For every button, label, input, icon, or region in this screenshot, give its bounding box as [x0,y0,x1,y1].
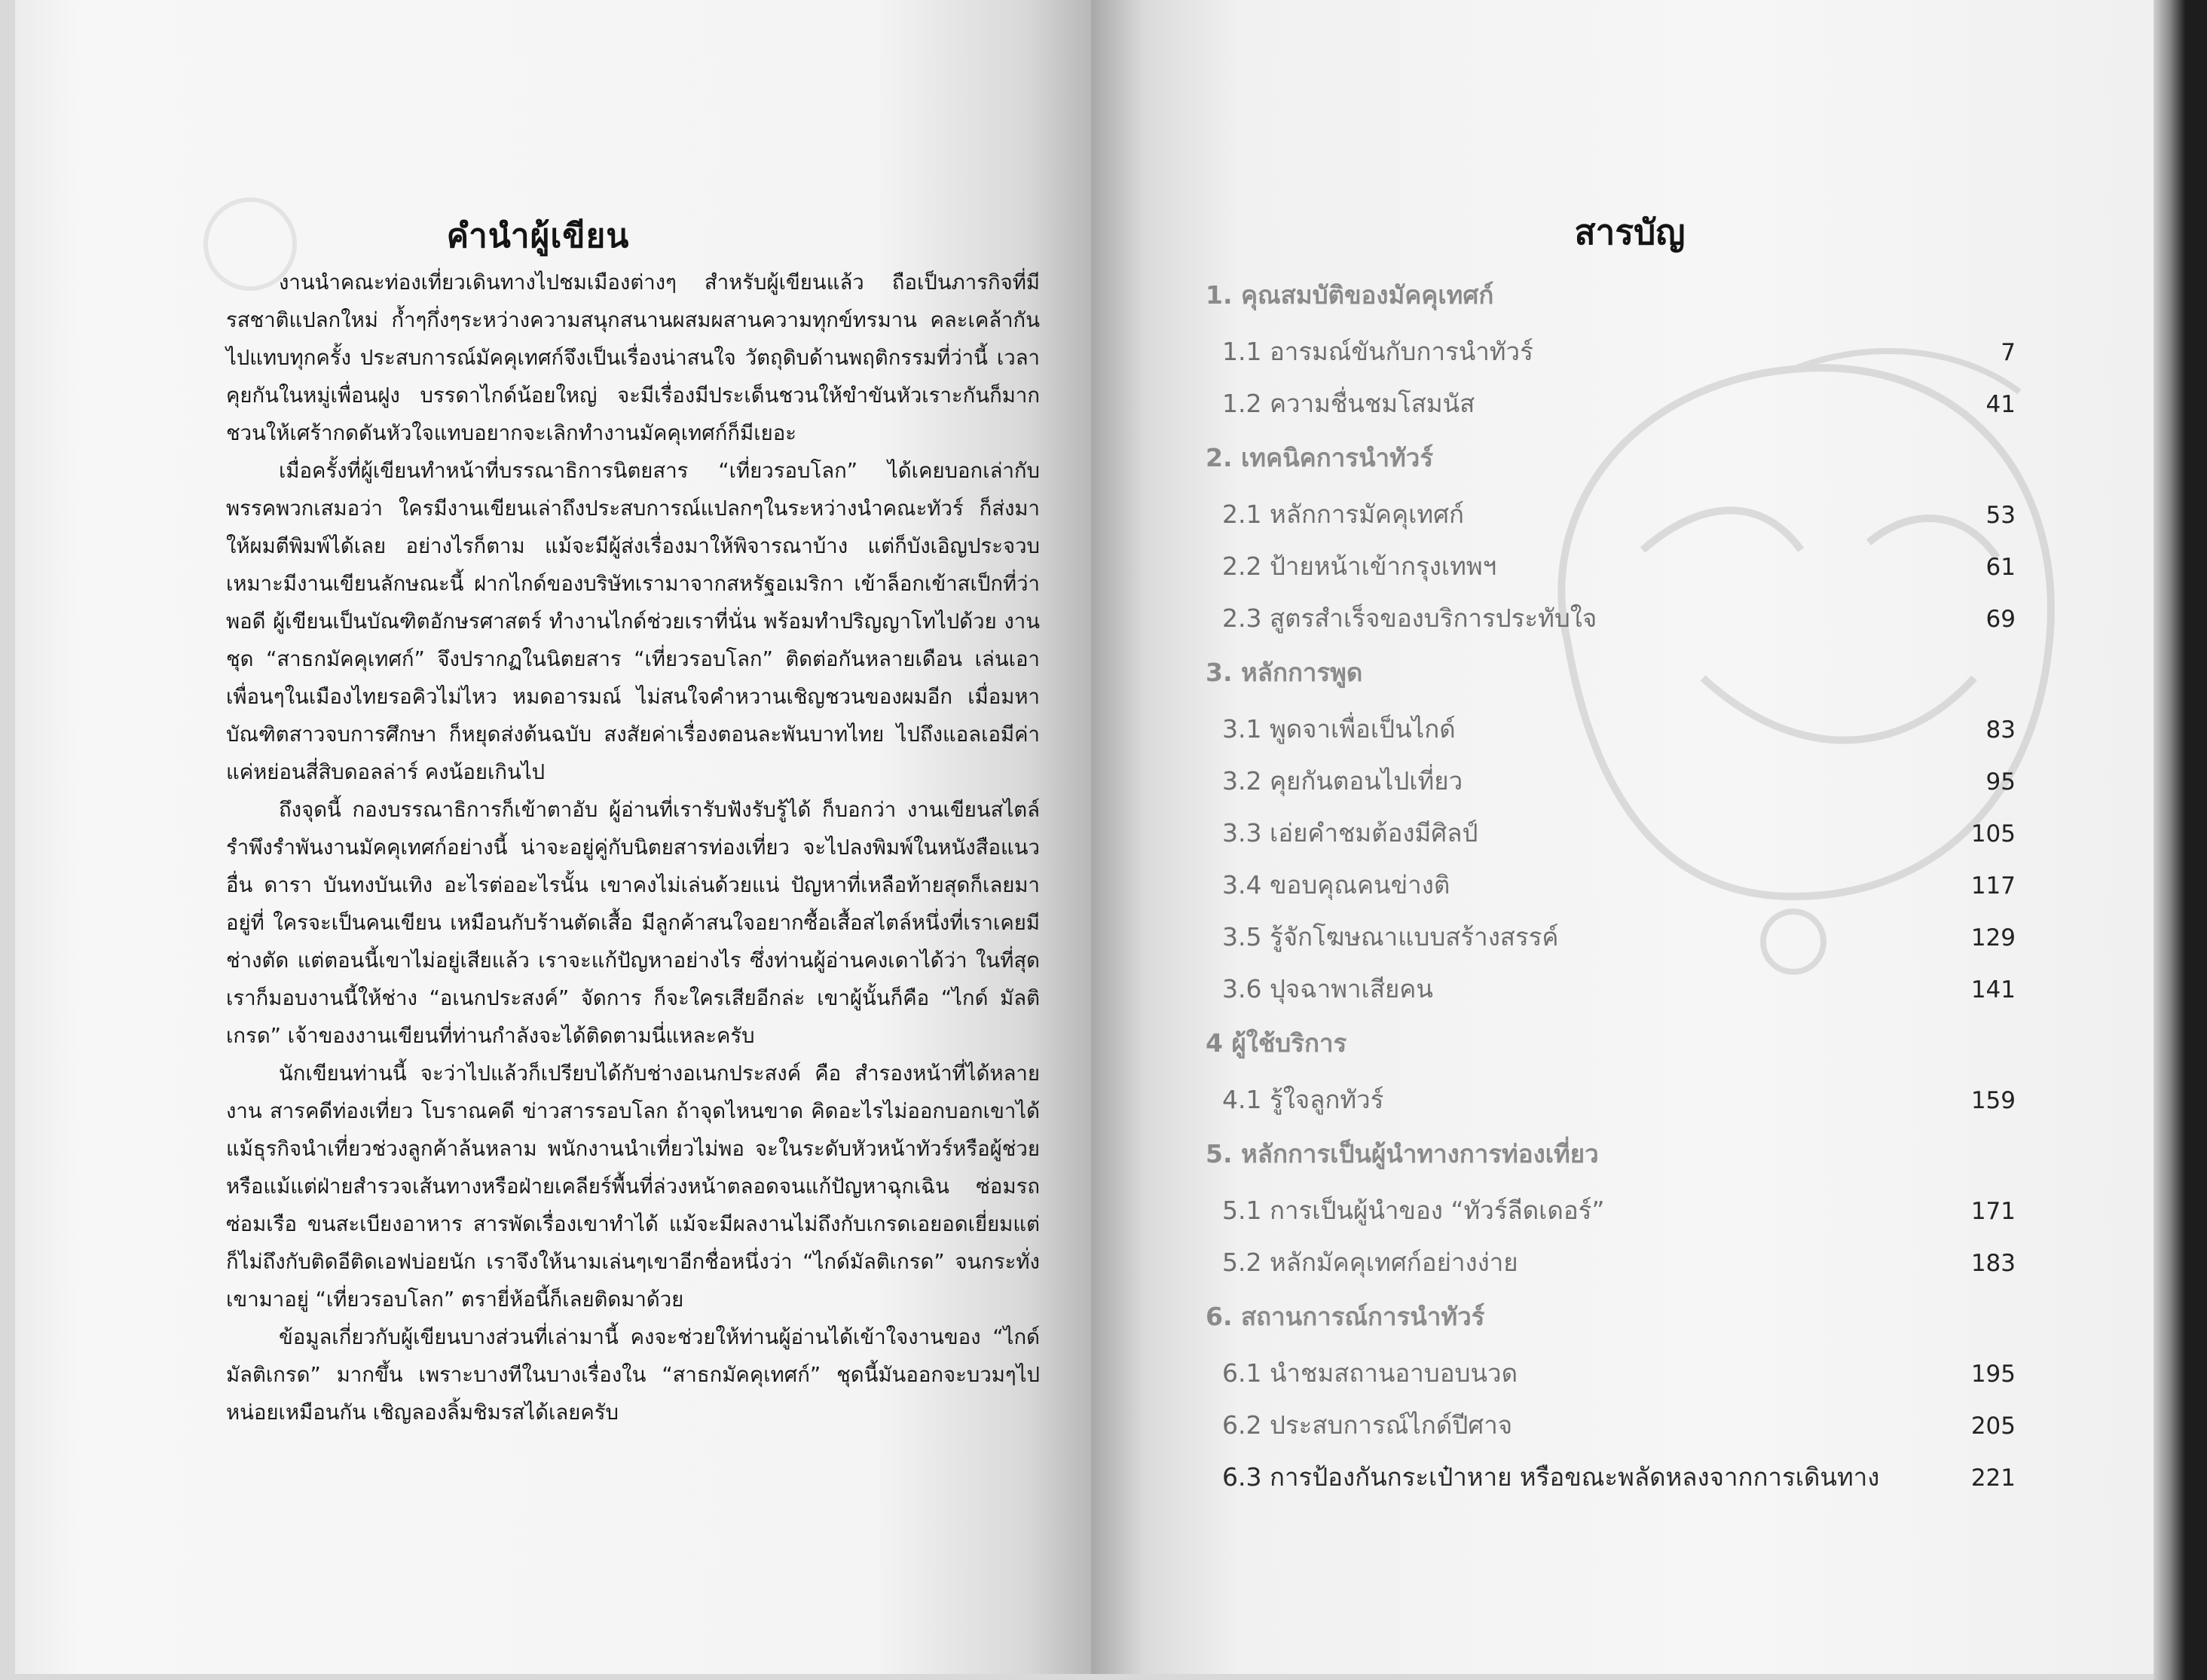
toc-entry[interactable] [1206,703,2016,755]
preface-paragraph-1: งานนำคณะท่องเที่ยวเดินทางไปชมเมืองต่างๆ สำหรับผู้เขียนแล้ว ถือเป็นภารกิจที่มีรสชาติแปลกใหม่ ก้ำๆกึ่งๆระหว่างความสนุกสนานผสมผสานความทุกข์ทรมาน คละเคล้ากันไปแทบทุกครั้ง ประสบการณ์มัคคุเทศก์จึงเป็นเรื่องน่าสนใจ วัตถุดิบด้านพฤติกรรมที่ว่านี้ เวลาคุยกันในหมู่เพื่อนฝูง บรรดาไกด์น้อยใหญ่ จะมีเรื่องมีประเด็นชวนให้ขำขันหัวเราะกันก็มาก ชวนให้เศร้ากดดันหัวใจแทบอยากจะเลิกทำงานมัคคุเทศก์ก็มีเยอะ [226,270,1040,445]
toc-entry[interactable] [1206,377,2016,429]
toc-entry-page: 205 [1970,1413,2016,1440]
toc-entry-page: 53 [1985,502,2016,529]
toc-entry-label: 3.6 ปุจฉาพาเสียคน [1222,974,1433,1003]
toc-entry-page: 159 [1970,1087,2016,1114]
toc-entry-page: 83 [1985,716,2016,744]
toc-entry-page: 141 [1970,976,2016,1003]
toc-section-heading: 2. เทคนิคการนำทัวร์ [1206,443,1434,472]
toc-section-heading: 3. หลักการพูด [1206,658,1363,687]
toc-entry-label: 1.1 อารมณ์ขันกับการนำทัวร์ [1222,337,1533,366]
toc-entry-page: 221 [1970,1465,2016,1492]
toc-entry[interactable] [1206,807,2016,859]
toc-entry[interactable] [1206,325,2016,377]
toc-entry[interactable] [1206,1236,2016,1288]
toc-section-5 [1206,1132,2016,1288]
page-edge [2154,0,2207,1680]
toc-entry-page: 117 [1970,872,2016,900]
toc-entry[interactable] [1206,540,2016,592]
toc-entry-label: 5.2 หลักมัคคุเทศก์อย่างง่าย [1222,1248,1518,1277]
toc-entry-page: 129 [1970,924,2016,951]
table-of-contents [1206,273,2016,1503]
toc-entry-label: 1.2 ความชื่นชมโสมนัส [1222,389,1475,418]
toc-section-1 [1206,273,2016,429]
preface-paragraph-2: เมื่อครั้งที่ผู้เขียนทำหน้าที่บรรณาธิการนิตยสาร “เที่ยวรอบโลก” ได้เคยบอกเล่ากับพรรคพวกเสมอว่า ใครมีงานเขียนเล่าถึงประสบการณ์แปลกๆในระหว่างนำคณะทัวร์ ก็ส่งมาให้ผมตีพิมพ์ได้เลย อย่างไรก็ตาม แม้จะมีผู้ส่งเรื่องมาให้พิจารณาบ้าง แต่ก็บังเอิญประจวบเหมาะมีงานเขียนลักษณะนี้ ฝากไกด์ของบริษัทเรามาจากสหรัฐอเมริกา เข้าล็อกเข้าสเป็กที่ว่าพอดี ผู้เขียนเป็นบัณฑิตอักษรศาสตร์ ทำงานไกด์ช่วยเราที่นั่น พร้อมทำปริญญาโทไปด้วย งานชุด “สาธกมัคคุเทศก์” จึงปรากฏในนิตยสาร “เที่ยวรอบโลก” ติดต่อกันหลายเดือน เล่นเอาเพื่อนๆในเมืองไทยรอคิวไม่ไหว หมดอารมณ์ ไม่สนใจคำหวานเชิญชวนของผมอีก เมื่อมหาบัณฑิตสาวจบการศึกษา ก็หยุดส่งต้นฉบับ สงสัยค่าเรื่องตอนละพันบาทไทย ไปถึงแอลเอมีค่าแค่หย่อนสี่สิบดอลล่าร์ คงน้อยเกินไป [226,459,1040,784]
toc-entry-page: 183 [1970,1250,2016,1277]
toc-entry[interactable] [1206,755,2016,807]
toc-entry[interactable] [1206,911,2016,963]
toc-entry-page: 171 [1970,1198,2016,1225]
toc-entry-page: 41 [1985,391,2016,418]
preface-title: คำนำผู้เขียน [446,217,630,255]
preface-body [226,264,1040,1431]
toc-section-heading: 6. สถานการณ์การนำทัวร์ [1206,1302,1485,1331]
toc-section-6 [1206,1294,2016,1503]
toc-entry-label: 2.1 หลักการมัคคุเทศก์ [1222,499,1465,529]
toc-entry[interactable] [1206,1399,2016,1451]
toc-section-heading: 5. หลักการเป็นผู้นำทางการท่องเที่ยว [1206,1139,1599,1168]
toc-entry-page: 195 [1970,1361,2016,1388]
toc-entry-label: 3.5 รู้จักโฆษณาแบบสร้างสรรค์ [1222,922,1559,951]
toc-entry[interactable] [1206,963,2016,1015]
toc-entry-label: 3.4 ขอบคุณคนข่างติ [1222,870,1450,900]
toc-title: สารบัญ [1574,212,1686,252]
toc-entry[interactable] [1206,488,2016,540]
toc-section-2 [1206,435,2016,644]
toc-entry-label: 4.1 รู้ใจลูกทัวร์ [1222,1085,1384,1114]
toc-entry-page: 69 [1985,606,2016,633]
preface-paragraph-3: ถึงจุดนี้ กองบรรณาธิการก็เข้าตาอับ ผู้อ่านที่เรารับฟังรับรู้ได้ ก็บอกว่า งานเขียนสไตล์รำพึงรำพันงานมัคคุเทศก์อย่างนี้ น่าจะอยู่คู่กับนิตยสารท่องเที่ยว จะไปลงพิมพ์ในหนังสือแนวอื่น ดารา บันทงบันเทิง อะไรต่ออะไรนั้น เขาคงไม่เล่นด้วยแน่ ปัญหาที่เหลือท้ายสุดก็เลยมาอยู่ที่ ใครจะเป็นคนเขียน เหมือนกับร้านตัดเสื้อ มีลูกค้าสนใจอยากซื้อเสื้อสไตล์หนึ่งที่เราเคยมีช่างตัด แต่ตอนนี้เขาไม่อยู่เสียแล้ว เราจะแก้ปัญหาอย่างไร ซึ่งท่านผู้อ่านคงเดาได้ว่า ในที่สุดเราก็มอบงานนี้ให้ช่าง “อเนกประสงค์” จัดการ ก็จะใครเสียอีกล่ะ เขาผู้นั้นก็คือ “ไกด์ มัลติเกรด” เจ้าของงานเขียนที่ท่านกำลังจะได้ติดตามนี่แหละครับ [226,798,1040,1048]
preface-paragraph-5: ข้อมูลเกี่ยวกับผู้เขียนบางส่วนที่เล่ามานี้ คงจะช่วยให้ท่านผู้อ่านได้เข้าใจงานของ “ไกด์ มัลติเกรด” มากขึ้น เพราะบางทีในบางเรื่องใน “สาธกมัคคุเทศก์” ชุดนี้มันออกจะบวมๆไปหน่อยเหมือนกัน เชิญลองลิ้มชิมรสได้เลยครับ [226,1325,1040,1425]
toc-entry-label: 6.1 นำชมสถานอาบอบนวด [1222,1358,1518,1388]
toc-section-3 [1206,650,2016,1015]
toc-section-4 [1206,1021,2016,1126]
toc-entry-label: 3.3 เอ่ยคำชมต้องมีศิลป์ [1222,818,1478,848]
toc-entry-label: 5.1 การเป็นผู้นำของ “ทัวร์ลีดเดอร์” [1222,1196,1605,1225]
toc-entry-page: 105 [1970,820,2016,848]
toc-entry-page: 61 [1985,554,2016,581]
toc-entry-label: 2.3 สูตรสำเร็จของบริการประทับใจ [1222,603,1597,633]
toc-entry[interactable] [1206,1074,2016,1126]
toc-entry[interactable] [1206,1347,2016,1399]
toc-entry-label: 3.1 พูดจาเพื่อเป็นไกด์ [1222,714,1456,744]
preface-paragraph-4: นักเขียนท่านนี้ จะว่าไปแล้วก็เปรียบได้กับช่างอเนกประสงค์ คือ สำรองหน้าที่ได้หลายงาน สารคดีท่องเที่ยว โบราณคดี ข่าวสารรอบโลก ถ้าจุดไหนขาด คิดอะไรไม่ออกบอกเขาได้ แม้ธุรกิจนำเที่ยวช่วงลูกค้าล้นหลาม พนักงานนำเที่ยวไม่พอ จะในระดับหัวหน้าทัวร์หรือผู้ช่วย หรือแม้แต่ฝ่ายสำรวจเส้นทางหรือฝ่ายเคลียร์พื้นที่ล่วงหน้าตลอดจนแก้ปัญหาฉุกเฉิน ซ่อมรถซ่อมเรือ ขนสะเบียงอาหาร สารพัดเรื่องเขาทำได้ แม้จะมีผลงานไม่ถึงกับเกรดเอยอดเยี่ยมแต่ก็ไม่ถึงกับติดอีติดเอฟบ่อยนัก เราจึงให้นามเล่นๆเขาอีกชื่อหนึ่งว่า “ไกด์มัลติเกรด” จนกระทั่งเขามาอยู่ “เที่ยวรอบโลก” ตรายี่ห้อนี้ก็เลยติดมาด้วย [226,1061,1040,1312]
toc-entry-label: 6.3 การป้องกันกระเป๋าหาย หรือขณะพลัดหลงจากการเดินทาง [1222,1462,1880,1492]
toc-entry[interactable] [1206,592,2016,644]
toc-entry[interactable] [1206,1451,2016,1503]
toc-entry-label: 3.2 คุยกันตอนไปเที่ยว [1222,766,1463,796]
toc-entry[interactable] [1206,859,2016,911]
toc-entry-label: 6.2 ประสบการณ์ไกด์ปีศาจ [1222,1410,1513,1440]
toc-entry-page: 7 [2001,339,2016,366]
toc-section-heading: 1. คุณสมบัติของมัคคุเทศก์ [1206,280,1494,310]
toc-entry-label: 2.2 ป้ายหน้าเข้ากรุงเทพฯ [1222,551,1497,581]
toc-section-heading: 4 ผู้ใช้บริการ [1206,1028,1347,1058]
toc-entry[interactable] [1206,1184,2016,1236]
toc-entry-page: 95 [1985,768,2016,796]
